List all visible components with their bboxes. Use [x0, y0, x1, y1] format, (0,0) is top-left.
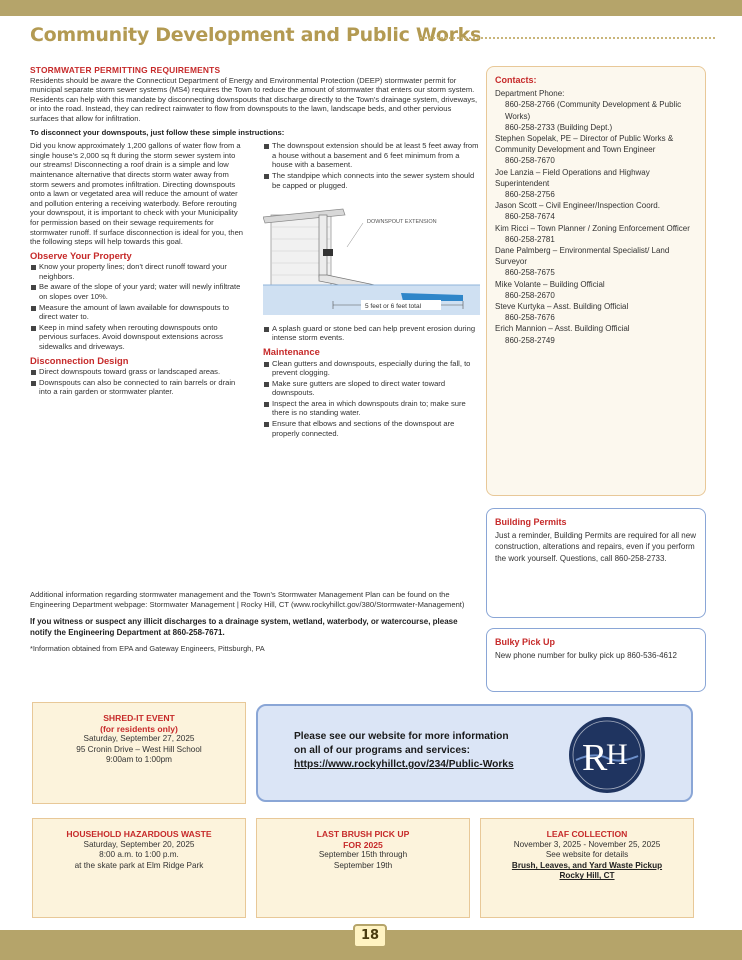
stormwater-footer: [30, 590, 480, 654]
list-item: Downspouts can also be connected to rain barrels or drain into a rain garden or stormwater planter.: [30, 378, 247, 397]
diagram-top-label: DOWNSPOUT EXTENSION: [367, 219, 437, 226]
stormwater-intro: Residents should be aware the Connecticut Department of Energy and Environmental Protection (DEEP) stormwater permit for municipal separate storm sewer systems (MS4) requires the Town to reduce the amount of stormwater that enters our storm system. Residents can help with this mandate by disconnecting downspouts that discharge directly to the Town's drainage system, driveways, or into the road. Instead, they can redirect rainwater to flow from downspouts to the lawn, landscape beds, and other pervious surfaces that allow for infiltration.: [30, 75, 478, 123]
shred-subtitle: (for residents only): [100, 723, 178, 734]
list-item: Direct downspouts toward grass or landscaped areas.: [30, 367, 247, 377]
list-item: Clean gutters and downspouts, especially during the fall, to prevent clogging.: [263, 359, 480, 378]
list-item: Inspect the area in which downspouts drain to; make sure there is no standing water.: [263, 399, 480, 418]
contact-name: Kim Ricci – Town Planner / Zoning Enforcement Officer: [495, 223, 690, 233]
leaf-dates: November 3, 2025 - November 25, 2025: [513, 839, 661, 849]
disconnection-list: [30, 367, 247, 397]
logo-letter-h: H: [606, 738, 628, 771]
stormwater-article: [30, 66, 480, 439]
leaf-link[interactable]: Brush, Leaves, and Yard Waste Pickup: [511, 860, 663, 870]
leaf-link-location[interactable]: Rocky Hill, CT: [559, 871, 615, 881]
disconnection-heading: Disconnection Design: [30, 354, 129, 366]
left-paragraph: Did you know approximately 1,200 gallons of water flow from a single house's 2,000 sq ft during the storm sewer system into our streams! Disconnecting a roof drain is a simple and low maintenance alternative that directs storm water away from storm sewers and promotes infiltration. Directing downspouts onto a lawn or vegetated area will reduce the amount of water and pollution entering a receiving waterbody. Before rerouting your downspout, it is important to check with your Municipality for permission based on their sewage requirements for stormwater runoff. If surface disconnection is ideal for you, then the following steps will help towards this goal.: [30, 141, 244, 247]
brush-dates-start: September 15th through: [318, 850, 408, 860]
article-left-column: [30, 141, 247, 439]
logo-letter-r: R: [582, 737, 608, 779]
splash-list: [263, 324, 480, 343]
contact-name: Erich Mannion – Asst. Building Official: [495, 324, 630, 334]
contact-name: Jason Scott – Civil Engineer/Inspection Coord.: [495, 201, 660, 211]
maintenance-list: [263, 359, 480, 439]
article-right-column: [263, 141, 480, 439]
bulky-pickup-title: Bulky Pick Up: [495, 637, 556, 647]
maintenance-heading: Maintenance: [263, 345, 320, 357]
hazardous-time: 8:00 a.m. to 1:00 p.m.: [99, 850, 179, 860]
title-dotted-rule: [420, 37, 715, 39]
brush-title-year: FOR 2025: [343, 839, 383, 850]
page-number: 18: [353, 924, 387, 948]
bulky-pickup-text: New phone number for bulky pick up 860-536-4612: [495, 651, 677, 661]
website-line-2: on all of our programs and services:: [294, 745, 471, 756]
list-item: Measure the amount of lawn available for downspouts to direct water to.: [30, 303, 247, 322]
contact-phone: 860-258-2670: [505, 290, 555, 300]
shred-event-box: [32, 702, 246, 804]
shred-time: 9:00am to 1:00pm: [106, 755, 172, 765]
bulky-pickup-box: [486, 628, 706, 692]
hazardous-date: Saturday, September 20, 2025: [83, 839, 195, 849]
list-item: Make sure gutters are sloped to direct water toward downspouts.: [263, 379, 480, 398]
article-columns: [30, 141, 480, 439]
leaf-collection-box: [480, 818, 694, 918]
leaf-title: LEAF COLLECTION: [546, 829, 628, 839]
instructions-heading: To disconnect your downspouts, just follow these simple instructions:: [30, 127, 285, 137]
illicit-discharge-alert: If you witness or suspect any illicit discharges to a drainage system, wetland, waterbody, or watercourse, please notify the Engineering Department at 860-258-7671.: [30, 617, 458, 637]
contact-name: Steve Kurtyka – Asst. Building Official: [495, 302, 629, 312]
contact-phone: 860-258-7676: [505, 313, 555, 323]
brush-title: LAST BRUSH PICK UP: [316, 829, 410, 839]
hazardous-location: at the skate park at Elm Ridge Park: [74, 860, 204, 870]
downspout-diagram: [263, 197, 480, 315]
list-item: Ensure that elbows and sections of the downspout are properly connected.: [263, 419, 480, 438]
hazardous-title: HOUSEHOLD HAZARDOUS WASTE: [66, 829, 212, 839]
observe-list: [30, 262, 247, 351]
rocky-hill-logo: [568, 716, 646, 794]
building-permits-box: [486, 508, 706, 618]
observe-heading: Observe Your Property: [30, 249, 132, 261]
contact-phone: 860-258-7674: [505, 212, 555, 222]
building-permits-text: Just a reminder, Building Permits are required for all new construction, alterations and repairs, even if you perform the work yourself. Questions, call 860-258-2733.: [495, 531, 696, 563]
shred-location: 95 Cronin Drive – West Hill School: [76, 744, 202, 754]
contact-phone: 860-258-2766 (Community Development & Public Works): [505, 100, 682, 121]
contacts-list: [495, 88, 697, 346]
contact-phone: 860-258-2781: [505, 234, 555, 244]
diagram-dimension-label: 5 feet or 6 feet total: [365, 303, 422, 311]
list-item: The downspout extension should be at least 5 feet away from a house without a basement and 6 feet minimum from a house with a basement.: [263, 141, 480, 170]
website-info-box: [256, 704, 693, 802]
contact-phone: 860-258-7675: [505, 268, 555, 278]
website-text: [294, 730, 554, 772]
contact-name: Stephen Sopelak, PE – Director of Public Works & Community Development and Town Engineer: [495, 134, 674, 155]
contacts-box: [486, 66, 706, 496]
list-item: A splash guard or stone bed can help prevent erosion during intense storm events.: [263, 324, 480, 343]
brush-pickup-box: [256, 818, 470, 918]
contact-phone: 860-258-7670: [505, 156, 555, 166]
stormwater-heading: STORMWATER PERMITTING REQUIREMENTS: [30, 65, 221, 75]
contact-name: Department Phone:: [495, 89, 565, 99]
page-title: Community Development and Public Works: [30, 24, 482, 46]
extension-list: [263, 141, 480, 190]
list-item: The standpipe which connects into the sewer system should be capped or plugged.: [263, 171, 480, 190]
contact-phone: 860-258-2749: [505, 335, 555, 345]
contact-name: Dane Palmberg – Environmental Specialist/ Land Surveyor: [495, 246, 670, 267]
additional-info: Additional information regarding stormwater management and the Town's Stormwater Management Plan can be found on the Engineering Department webpage: Stormwater Management | Rocky Hill, CT (www.rockyhillct.gov/380/Stormwater-Management): [30, 590, 465, 609]
brush-dates-end: September 19th: [333, 860, 393, 870]
contacts-title: Contacts:: [495, 75, 537, 85]
contact-name: Joe Lanzia – Field Operations and Highway Superintendent: [495, 167, 650, 188]
list-item: Keep in mind safety when rerouting downspouts onto pervious surfaces. Avoid downspout extensions across sidewalks and driveways.: [30, 323, 247, 352]
list-item: Be aware of the slope of your yard; water will newly infiltrate on slopes over 10%.: [30, 282, 247, 301]
website-link[interactable]: https://www.rockyhillct.gov/234/Public-Works: [294, 759, 514, 770]
contact-phone: 860-258-2756: [505, 190, 555, 200]
contact-phone: 860-258-2733 (Building Dept.): [505, 122, 613, 132]
hazardous-waste-box: [32, 818, 246, 918]
website-line-1: Please see our website for more information: [294, 731, 509, 742]
source-credit: *Information obtained from EPA and Gateway Engineers, Pittsburgh, PA: [30, 644, 265, 653]
building-permits-title: Building Permits: [495, 517, 567, 527]
contact-name: Mike Volante – Building Official: [495, 279, 605, 289]
shred-title: SHRED-IT EVENT: [103, 713, 175, 723]
list-item: Know your property lines; don't direct runoff toward your neighbors.: [30, 262, 247, 281]
shred-date: Saturday, September 27, 2025: [83, 734, 195, 744]
leaf-details: See website for details: [545, 850, 629, 860]
top-banner: [0, 0, 742, 16]
